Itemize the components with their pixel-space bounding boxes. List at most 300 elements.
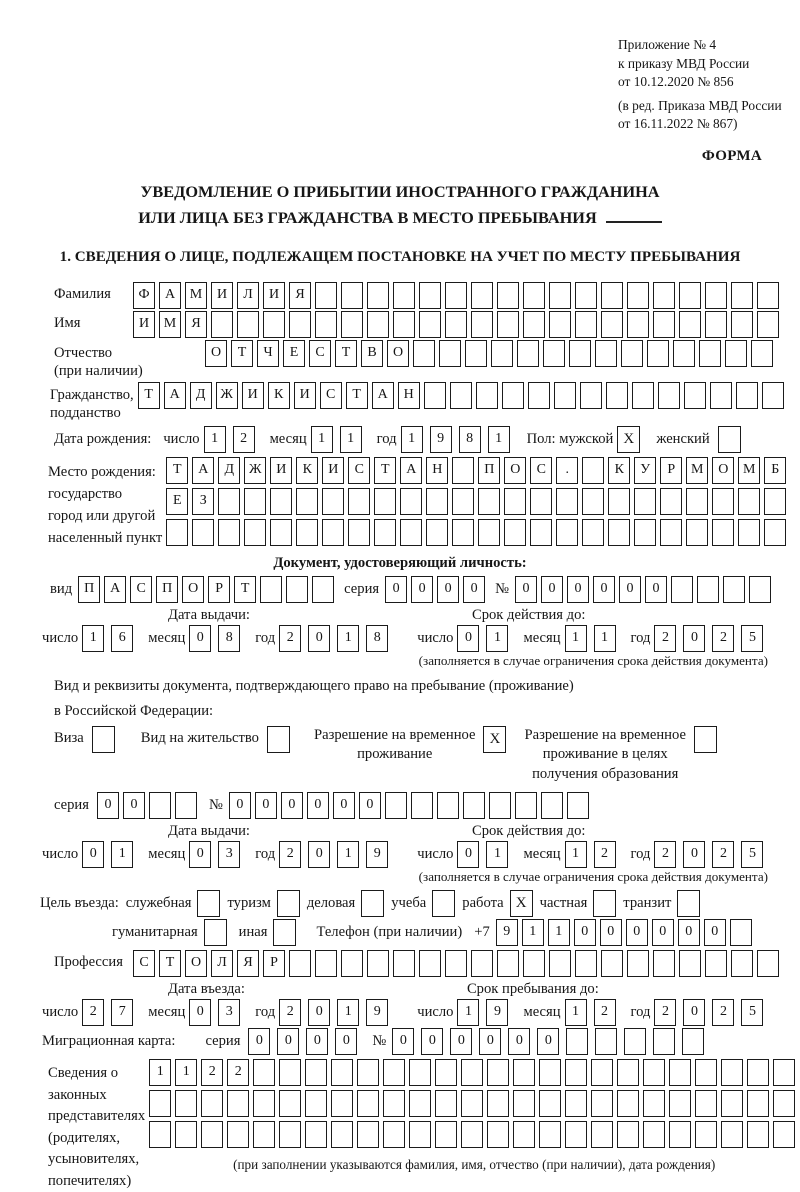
char-box xyxy=(556,488,578,515)
char-box: Р xyxy=(263,950,285,977)
char-box xyxy=(705,282,727,309)
char-box xyxy=(582,488,604,515)
char-box: Д xyxy=(190,382,212,409)
char-box: 1 xyxy=(204,426,226,453)
char-box xyxy=(695,1090,717,1117)
month-label: месяц xyxy=(262,431,311,448)
option-label: учеба xyxy=(391,895,426,912)
char-box xyxy=(383,1090,405,1117)
char-box xyxy=(487,1121,509,1148)
annotation-line: к приказу МВД России xyxy=(618,55,796,74)
migration-series-boxes xyxy=(248,1028,364,1055)
option-label: работа xyxy=(462,895,503,912)
char-box: 0 xyxy=(229,792,251,819)
char-box xyxy=(201,1121,223,1148)
char-box xyxy=(331,1090,353,1117)
day-label: число xyxy=(42,630,82,647)
char-box: 2 xyxy=(712,841,734,868)
char-box xyxy=(773,1121,795,1148)
char-box: 0 xyxy=(537,1028,559,1055)
char-box xyxy=(461,1059,483,1086)
char-box: 0 xyxy=(392,1028,414,1055)
birth-place-row1-boxes xyxy=(166,457,790,484)
char-box: И xyxy=(263,282,285,309)
forma-label: ФОРМА xyxy=(0,148,800,165)
char-box xyxy=(643,1059,665,1086)
char-box xyxy=(383,1121,405,1148)
representatives-label-line: усыновителях, xyxy=(48,1149,145,1171)
purpose-option-private xyxy=(540,890,617,917)
entry-dates-row xyxy=(42,999,800,1026)
char-box xyxy=(554,382,576,409)
char-box xyxy=(523,311,545,338)
temporary-residence-label xyxy=(314,726,475,765)
char-box xyxy=(279,1121,301,1148)
identity-doc-heading: Документ, удостоверяющий личность: xyxy=(0,555,800,572)
identity-doc-type-label: вид xyxy=(50,581,78,598)
annotation-line: от 10.12.2020 № 856 xyxy=(618,73,796,92)
birth-place-label-line: государство xyxy=(48,483,162,505)
purpose-option-other xyxy=(239,919,297,946)
char-box xyxy=(718,426,741,453)
char-box: П xyxy=(478,457,500,484)
char-box xyxy=(322,519,344,546)
char-box xyxy=(270,488,292,515)
char-box xyxy=(595,1028,617,1055)
char-box xyxy=(749,576,771,603)
char-box: 5 xyxy=(741,999,763,1026)
migration-number-sign: № xyxy=(364,1033,392,1050)
char-box: Ж xyxy=(244,457,266,484)
char-box: 2 xyxy=(82,999,104,1026)
char-box xyxy=(315,311,337,338)
identity-doc-type-row xyxy=(50,576,800,603)
char-box: 1 xyxy=(488,426,510,453)
char-box xyxy=(539,1059,561,1086)
char-box: 1 xyxy=(565,841,587,868)
char-box xyxy=(357,1090,379,1117)
visa-checkbox xyxy=(92,726,115,753)
char-box: Т xyxy=(374,457,396,484)
representatives-row2-boxes xyxy=(149,1090,799,1117)
char-box: А xyxy=(400,457,422,484)
char-box xyxy=(643,1121,665,1148)
char-box xyxy=(201,1090,223,1117)
char-box xyxy=(491,340,513,367)
char-box xyxy=(312,576,334,603)
residence-doc-series-row xyxy=(54,792,800,819)
char-box xyxy=(502,382,524,409)
char-box xyxy=(627,282,649,309)
residence-expiry-date xyxy=(417,841,770,868)
representatives-note: (при заполнении указываются фамилия, имя, отчество (при наличии), дата рождения) xyxy=(149,1157,799,1173)
char-box xyxy=(679,950,701,977)
char-box: 0 xyxy=(567,576,589,603)
char-box xyxy=(409,1059,431,1086)
month-label: месяц xyxy=(140,846,189,863)
tourism-checkbox xyxy=(277,890,300,917)
char-box xyxy=(445,282,467,309)
char-box: 2 xyxy=(227,1059,249,1086)
char-box xyxy=(348,519,370,546)
char-box xyxy=(669,1059,691,1086)
label-line: проживание xyxy=(314,745,475,765)
char-box: Р xyxy=(208,576,230,603)
char-box xyxy=(582,519,604,546)
char-box xyxy=(322,488,344,515)
purpose-option-work xyxy=(462,890,532,917)
private-checkbox xyxy=(593,890,616,917)
business-checkbox xyxy=(361,890,384,917)
char-box: Я xyxy=(185,311,207,338)
char-box: 1 xyxy=(594,625,616,652)
char-box: 9 xyxy=(496,919,518,946)
identity-expiry-date xyxy=(417,625,770,652)
surname-label: Фамилия xyxy=(40,282,133,303)
char-box: Т xyxy=(159,950,181,977)
birth-place-label-line: город или другой xyxy=(48,505,162,527)
char-box xyxy=(237,311,259,338)
char-box: М xyxy=(686,457,708,484)
char-box xyxy=(471,950,493,977)
char-box xyxy=(367,311,389,338)
char-box xyxy=(367,950,389,977)
representatives-row1-boxes xyxy=(149,1059,799,1086)
char-box: 1 xyxy=(337,999,359,1026)
option-label: гуманитарная xyxy=(112,924,198,941)
char-box xyxy=(575,282,597,309)
char-box: 0 xyxy=(704,919,726,946)
char-box: 0 xyxy=(308,625,330,652)
blank-underline xyxy=(606,208,662,223)
char-box: 2 xyxy=(712,999,734,1026)
expiry-year-boxes xyxy=(654,625,770,652)
char-box xyxy=(699,340,721,367)
char-box xyxy=(357,1121,379,1148)
option-label: транзит xyxy=(623,895,671,912)
char-box: Я xyxy=(237,950,259,977)
char-box xyxy=(566,1028,588,1055)
char-box xyxy=(549,311,571,338)
purpose-row2 xyxy=(112,919,800,946)
char-box: Ж xyxy=(216,382,238,409)
humanitarian-checkbox xyxy=(204,919,227,946)
char-box: 2 xyxy=(654,625,676,652)
char-box: 0 xyxy=(123,792,145,819)
char-box xyxy=(149,1090,171,1117)
char-box: 0 xyxy=(457,841,479,868)
char-box xyxy=(549,282,571,309)
char-box xyxy=(621,340,643,367)
stay-until-date xyxy=(417,999,770,1026)
char-box xyxy=(497,950,519,977)
birth-date-label: Дата рождения: xyxy=(40,431,155,448)
char-box xyxy=(452,457,474,484)
visa-label: Виза xyxy=(54,726,84,747)
char-box xyxy=(471,311,493,338)
form-title xyxy=(0,179,800,231)
char-box xyxy=(591,1059,613,1086)
char-box: 2 xyxy=(594,999,616,1026)
form-title-line2-text: ИЛИ ЛИЦА БЕЗ ГРАЖДАНСТВА В МЕСТО ПРЕБЫВАНИЯ xyxy=(138,208,596,227)
residence-series-boxes xyxy=(97,792,201,819)
migration-card-label: Миграционная карта: xyxy=(42,1033,175,1050)
char-box xyxy=(660,488,682,515)
char-box xyxy=(204,919,227,946)
migration-series-label: серия xyxy=(175,1033,248,1050)
char-box xyxy=(424,382,446,409)
char-box: С xyxy=(133,950,155,977)
char-box: 1 xyxy=(486,841,508,868)
char-box: Ф xyxy=(133,282,155,309)
char-box: Т xyxy=(166,457,188,484)
char-box xyxy=(747,1059,769,1086)
temporary-residence-education-label xyxy=(524,726,685,785)
char-box xyxy=(595,340,617,367)
char-box: 0 xyxy=(248,1028,270,1055)
char-box xyxy=(686,488,708,515)
char-box: Е xyxy=(283,340,305,367)
phone-prefix: +7 xyxy=(474,924,490,941)
char-box: 2 xyxy=(233,426,255,453)
char-box xyxy=(513,1090,535,1117)
char-box: Н xyxy=(426,457,448,484)
entry-date-titles xyxy=(0,981,800,998)
char-box xyxy=(409,1090,431,1117)
entry-month-boxes xyxy=(189,999,247,1026)
option-label: служебная xyxy=(126,895,192,912)
char-box: 2 xyxy=(594,841,616,868)
char-box xyxy=(565,1059,587,1086)
char-box xyxy=(647,340,669,367)
char-box: 0 xyxy=(189,999,211,1026)
year-label: год xyxy=(247,630,279,647)
char-box xyxy=(461,1121,483,1148)
char-box xyxy=(523,950,545,977)
char-box xyxy=(712,488,734,515)
day-label: число xyxy=(42,846,82,863)
char-box: 0 xyxy=(574,919,596,946)
char-box: П xyxy=(156,576,178,603)
issue-day-boxes xyxy=(82,841,140,868)
char-box xyxy=(465,340,487,367)
representatives-label-line: законных xyxy=(48,1085,145,1107)
section1-heading: 1. СВЕДЕНИЯ О ЛИЦЕ, ПОДЛЕЖАЩЕМ ПОСТАНОВКЕ НА УЧЕТ ПО МЕСТУ ПРЕБЫВАНИЯ xyxy=(0,249,800,266)
expiry-date-title: Срок действия до: xyxy=(472,823,585,840)
char-box: 1 xyxy=(340,426,362,453)
identity-doc-date-titles xyxy=(0,607,800,624)
char-box xyxy=(679,311,701,338)
char-box xyxy=(218,519,240,546)
day-label: число xyxy=(417,1004,457,1021)
char-box: 2 xyxy=(712,625,734,652)
char-box xyxy=(413,340,435,367)
year-label: год xyxy=(247,846,279,863)
char-box xyxy=(705,311,727,338)
purpose-option-study xyxy=(391,890,455,917)
char-box xyxy=(723,576,745,603)
birth-year-boxes xyxy=(401,426,517,453)
char-box: 0 xyxy=(333,792,355,819)
char-box: Р xyxy=(660,457,682,484)
char-box xyxy=(653,1028,675,1055)
char-box: О xyxy=(712,457,734,484)
given-name-label: Имя xyxy=(40,311,133,332)
char-box: Т xyxy=(346,382,368,409)
char-box: О xyxy=(185,950,207,977)
representatives-label-line: представителях xyxy=(48,1106,145,1128)
char-box xyxy=(445,311,467,338)
char-box xyxy=(244,488,266,515)
char-box: 9 xyxy=(366,841,388,868)
expiry-day-boxes xyxy=(457,841,515,868)
representatives-row xyxy=(40,1059,800,1192)
char-box xyxy=(565,1121,587,1148)
char-box xyxy=(385,792,407,819)
char-box xyxy=(435,1121,457,1148)
char-box xyxy=(419,950,441,977)
char-box: 0 xyxy=(82,841,104,868)
representatives-label-line: попечителях) xyxy=(48,1171,145,1192)
char-box: С xyxy=(309,340,331,367)
char-box: И xyxy=(133,311,155,338)
char-box: 9 xyxy=(486,999,508,1026)
char-box: 0 xyxy=(335,1028,357,1055)
char-box: 0 xyxy=(683,841,705,868)
char-box: 0 xyxy=(359,792,381,819)
char-box xyxy=(764,519,786,546)
day-label: число xyxy=(417,846,457,863)
purpose-intro-label: Цель въезда: xyxy=(40,895,119,912)
residence-doc-intro2: в Российской Федерации: xyxy=(54,703,800,720)
char-box: 0 xyxy=(678,919,700,946)
char-box xyxy=(738,519,760,546)
char-box: И xyxy=(242,382,264,409)
expiry-day-boxes xyxy=(457,625,515,652)
char-box xyxy=(149,792,171,819)
residence-permit-checkbox xyxy=(267,726,290,753)
char-box xyxy=(439,340,461,367)
char-box xyxy=(517,340,539,367)
birth-place-boxes xyxy=(166,457,790,550)
char-box: Т xyxy=(335,340,357,367)
char-box: 8 xyxy=(459,426,481,453)
char-box xyxy=(757,950,779,977)
stay-year-boxes xyxy=(654,999,770,1026)
char-box xyxy=(617,1121,639,1148)
char-box: 0 xyxy=(255,792,277,819)
char-box xyxy=(731,311,753,338)
patronymic-label-note: (при наличии) xyxy=(54,362,201,380)
char-box: 0 xyxy=(683,625,705,652)
char-box xyxy=(617,1059,639,1086)
char-box: 0 xyxy=(421,1028,443,1055)
month-label: месяц xyxy=(515,1004,564,1021)
entry-day-boxes xyxy=(82,999,140,1026)
char-box: 1 xyxy=(486,625,508,652)
char-box: 0 xyxy=(508,1028,530,1055)
birth-place-row2-boxes xyxy=(166,488,790,515)
char-box: 0 xyxy=(308,999,330,1026)
char-box: 6 xyxy=(111,625,133,652)
char-box: О xyxy=(182,576,204,603)
option-label: туризм xyxy=(227,895,270,912)
purpose-option-transit xyxy=(623,890,700,917)
month-label: месяц xyxy=(515,630,564,647)
char-box xyxy=(489,792,511,819)
purpose-row1 xyxy=(40,890,800,917)
char-box xyxy=(773,1090,795,1117)
label-line: Разрешение на временное xyxy=(314,726,475,746)
char-box xyxy=(601,950,623,977)
char-box xyxy=(357,1059,379,1086)
char-box xyxy=(426,488,448,515)
char-box: И xyxy=(211,282,233,309)
char-box xyxy=(331,1121,353,1148)
char-box: 5 xyxy=(741,841,763,868)
issue-year-boxes xyxy=(279,841,395,868)
char-box: К xyxy=(608,457,630,484)
char-box: Ч xyxy=(257,340,279,367)
char-box xyxy=(627,950,649,977)
day-label: число xyxy=(417,630,457,647)
char-box xyxy=(747,1090,769,1117)
char-box xyxy=(478,488,500,515)
representatives-boxes xyxy=(149,1059,799,1173)
residence-permit-label: Вид на жительство xyxy=(141,726,259,747)
char-box xyxy=(738,488,760,515)
issue-day-boxes xyxy=(82,625,140,652)
char-box xyxy=(721,1090,743,1117)
study-checkbox xyxy=(432,890,455,917)
char-box xyxy=(747,1121,769,1148)
char-box: 2 xyxy=(279,999,301,1026)
month-label: месяц xyxy=(515,846,564,863)
char-box xyxy=(721,1059,743,1086)
year-label: год xyxy=(623,630,655,647)
identity-doc-dates-row xyxy=(42,625,800,652)
char-box xyxy=(682,1028,704,1055)
char-box xyxy=(471,282,493,309)
representatives-label xyxy=(40,1059,149,1192)
char-box xyxy=(452,488,474,515)
char-box: . xyxy=(556,457,578,484)
char-box: 1 xyxy=(565,625,587,652)
purpose-option-official xyxy=(126,890,221,917)
issue-month-boxes xyxy=(189,841,247,868)
char-box xyxy=(764,488,786,515)
char-box xyxy=(751,340,773,367)
char-box: А xyxy=(104,576,126,603)
annotation-line: от 16.11.2022 № 867) xyxy=(618,115,796,134)
residence-number-sign: № xyxy=(201,797,229,814)
temporary-residence-checkbox xyxy=(483,726,506,753)
patronymic-label xyxy=(40,340,205,380)
char-box xyxy=(575,950,597,977)
char-box xyxy=(530,488,552,515)
char-box xyxy=(608,488,630,515)
citizenship-boxes xyxy=(138,382,788,409)
char-box xyxy=(296,519,318,546)
char-box: 0 xyxy=(479,1028,501,1055)
char-box: 3 xyxy=(218,999,240,1026)
char-box xyxy=(539,1121,561,1148)
char-box: И xyxy=(322,457,344,484)
option-visa xyxy=(54,726,115,753)
char-box: М xyxy=(159,311,181,338)
char-box: Л xyxy=(237,282,259,309)
char-box: 7 xyxy=(111,999,133,1026)
